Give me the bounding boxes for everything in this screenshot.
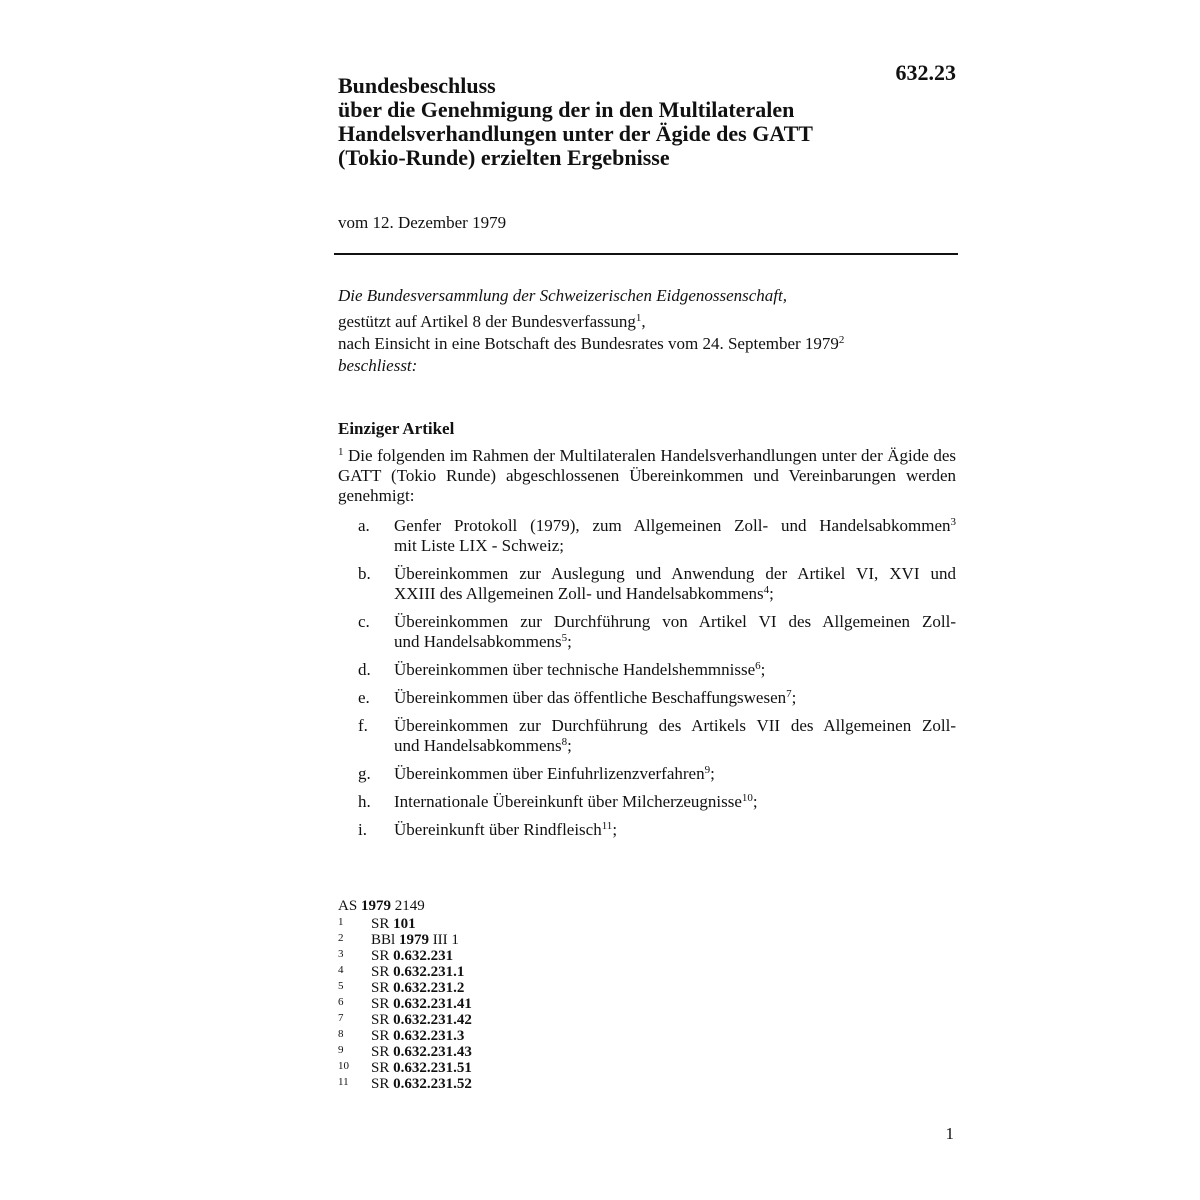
punctuation: ; xyxy=(769,584,774,603)
title-line: Bundesbeschluss xyxy=(338,73,496,98)
list-item-line-text: Übereinkunft über Rindfleisch xyxy=(394,820,602,839)
list-marker: i. xyxy=(358,820,367,839)
list-item xyxy=(338,660,956,680)
list-item-text xyxy=(394,792,956,812)
document-date: vom 12. Dezember 1979 xyxy=(338,213,507,232)
footnote-text xyxy=(371,932,459,948)
list-item-line-text: Genfer Protokoll (1979), zum Allgemeinen Zoll- und Handelsabkommen xyxy=(394,516,951,535)
title-line: Handelsverhandlungen unter der Ägide des GATT xyxy=(338,121,813,146)
list-item xyxy=(338,516,956,556)
list-item-line-text: Übereinkommen über das öffentliche Beschaffungswesen xyxy=(394,688,787,707)
document-title xyxy=(338,74,898,170)
article-heading: Einziger Artikel xyxy=(338,419,455,438)
footnote-list xyxy=(338,916,472,1092)
footnote-prefix: SR xyxy=(371,1028,390,1044)
footnote-prefix: SR xyxy=(371,948,390,964)
list-item-text xyxy=(394,820,956,840)
preamble xyxy=(338,285,958,377)
punctuation: ; xyxy=(567,736,572,755)
footnote-ref-number[interactable]: 0.632.231 xyxy=(393,948,454,964)
footnote-text xyxy=(371,948,453,964)
list-item xyxy=(338,612,956,652)
list-marker: a. xyxy=(358,516,370,535)
paragraph-number: 1 xyxy=(338,446,344,458)
footnote xyxy=(338,1012,472,1028)
list-item-line xyxy=(394,564,956,584)
title-line: (Tokio-Runde) erzielten Ergebnisse xyxy=(338,145,670,170)
list-item-text xyxy=(394,612,956,652)
footnote-ref-number[interactable]: 0.632.231.52 xyxy=(393,1076,472,1092)
footnote-ref[interactable]: 9 xyxy=(704,764,711,776)
footnote-prefix: SR xyxy=(371,1060,390,1076)
footnote-ref-number[interactable]: 101 xyxy=(393,916,416,932)
footnote-ref-number[interactable]: 0.632.231.41 xyxy=(393,996,472,1012)
punctuation: , xyxy=(641,312,646,331)
footnote-text xyxy=(371,916,416,932)
preamble-message xyxy=(338,333,958,355)
list-item-text xyxy=(394,764,956,784)
footnote xyxy=(338,1076,472,1092)
footnote xyxy=(338,980,472,996)
footnote xyxy=(338,932,472,948)
list-item xyxy=(338,564,956,604)
footnote-ref[interactable]: 2 xyxy=(838,334,845,346)
list-item-line-text: Übereinkommen zur Durchführung von Artikel VI des Allgemeinen Zoll- xyxy=(394,612,956,631)
list-marker: h. xyxy=(358,792,371,811)
list-item-line xyxy=(394,736,956,756)
list-item-text xyxy=(394,516,956,556)
footnote-ref-number[interactable]: 1979 xyxy=(398,932,429,948)
footnote-ref[interactable]: 8 xyxy=(561,736,568,748)
footnote-ref[interactable]: 1 xyxy=(635,312,642,324)
preamble-assembly: Die Bundesversammlung der Schweizerischen Eidgenossenschaft, xyxy=(338,286,787,305)
list-item-line xyxy=(394,792,956,812)
agreement-list xyxy=(338,516,956,848)
as-year: 1979 xyxy=(360,898,391,914)
list-item-line-text: Übereinkommen zur Auslegung und Anwendung der Artikel VI, XVI und xyxy=(394,564,956,583)
list-item-line xyxy=(394,764,956,784)
list-marker: g. xyxy=(358,764,371,783)
list-item-line-text: Übereinkommen über Einfuhrlizenzverfahren xyxy=(394,764,705,783)
footnote-ref-number[interactable]: 0.632.231.42 xyxy=(393,1012,472,1028)
punctuation: ; xyxy=(710,764,715,783)
list-item-line-text: Übereinkommen über technische Handelshemmnisse xyxy=(394,660,756,679)
list-item-line xyxy=(394,516,956,536)
footnote-prefix: SR xyxy=(371,916,390,932)
footnote-text xyxy=(371,1012,472,1028)
footnote-text xyxy=(371,964,464,980)
footnotes xyxy=(338,898,472,1092)
footnote-number: 6 xyxy=(338,996,344,1008)
footnote-prefix: SR xyxy=(371,964,390,980)
footnote-text xyxy=(371,1028,464,1044)
list-item-line-text: XXIII des Allgemeinen Zoll- und Handelsabkommens xyxy=(394,584,764,603)
footnote-prefix: BBl xyxy=(371,932,396,948)
page-number: 1 xyxy=(945,1124,954,1143)
punctuation: ; xyxy=(567,632,572,651)
list-item-line xyxy=(394,584,956,604)
footnote-ref-number[interactable]: 0.632.231.51 xyxy=(393,1060,472,1076)
list-marker: e. xyxy=(358,688,370,707)
list-item-line xyxy=(394,612,956,632)
footnote-text xyxy=(371,980,464,996)
footnote-ref-number[interactable]: 0.632.231.1 xyxy=(393,964,465,980)
footnote xyxy=(338,964,472,980)
footnote-number: 8 xyxy=(338,1028,344,1040)
footnote-ref[interactable]: 3 xyxy=(950,516,956,528)
list-item xyxy=(338,792,956,812)
footnote-text xyxy=(371,1044,472,1060)
punctuation: ; xyxy=(612,820,618,839)
footnote-ref-number[interactable]: 0.632.231.43 xyxy=(393,1044,472,1060)
footnote-prefix: SR xyxy=(371,1012,390,1028)
article-intro xyxy=(338,446,956,506)
list-marker: f. xyxy=(358,716,368,735)
footnote-prefix: SR xyxy=(371,1076,390,1092)
footnote-number: 11 xyxy=(338,1076,349,1088)
footnote-number: 5 xyxy=(338,980,344,992)
sr-number: 632.23 xyxy=(895,60,956,85)
footnote-ref[interactable]: 6 xyxy=(755,660,761,672)
preamble-basis xyxy=(338,311,958,333)
footnote-ref[interactable]: 7 xyxy=(786,688,792,700)
footnote-ref[interactable]: 4 xyxy=(763,584,770,596)
footnote-text xyxy=(371,1076,472,1092)
footnote-text xyxy=(371,1060,472,1076)
list-item-line-text: und Handelsabkommens xyxy=(394,736,562,755)
list-marker: c. xyxy=(358,612,370,631)
list-item-line xyxy=(394,820,956,840)
list-item-line xyxy=(394,688,956,708)
list-item-text xyxy=(394,688,956,708)
list-item xyxy=(338,688,956,708)
header-divider xyxy=(334,253,958,255)
footnote-number: 2 xyxy=(338,932,344,944)
footnote xyxy=(338,996,472,1012)
footnote-prefix: SR xyxy=(371,980,390,996)
preamble-message-text: nach Einsicht in eine Botschaft des Bundesrates vom 24. September 1979 xyxy=(338,334,839,353)
list-item-line-text: und Handelsabkommens xyxy=(394,632,562,651)
title-line: über die Genehmigung der in den Multilateralen xyxy=(338,97,795,122)
footnote xyxy=(338,916,472,932)
footnote-prefix: SR xyxy=(371,996,390,1012)
list-item xyxy=(338,716,956,756)
article-intro-text: Die folgenden im Rahmen der Multilateralen Handelsverhandlungen unter der Ägide des GATT (Tokio Runde) abgeschlossenen Übereinkommen und Vereinbarungen werden genehmigt: xyxy=(338,446,956,505)
footnote-number: 10 xyxy=(338,1060,349,1072)
list-item-line xyxy=(394,632,956,652)
list-item-line-text: Übereinkommen zur Durchführung des Artikels VII des Allgemeinen Zoll- xyxy=(394,716,956,735)
footnote-ref-number[interactable]: 0.632.231.3 xyxy=(393,1028,465,1044)
footnote xyxy=(338,1060,472,1076)
footnote-number: 4 xyxy=(338,964,344,976)
list-item-line-text: mit Liste LIX - Schweiz; xyxy=(394,536,564,555)
footnote-number: 7 xyxy=(338,1012,344,1024)
footnote-ref[interactable]: 11 xyxy=(601,820,613,832)
footnote-text xyxy=(371,996,472,1012)
as-prefix: AS xyxy=(338,898,358,914)
footnote-number: 3 xyxy=(338,948,344,960)
punctuation: ; xyxy=(791,688,797,707)
preamble-basis-text: gestützt auf Artikel 8 der Bundesverfassung xyxy=(338,312,636,331)
footnote-ref-number[interactable]: 0.632.231.2 xyxy=(393,980,465,996)
footnote-suffix: III 1 xyxy=(432,932,459,948)
list-item-text xyxy=(394,564,956,604)
list-item-line xyxy=(394,536,956,556)
footnote xyxy=(338,1044,472,1060)
official-collection-ref xyxy=(338,898,472,914)
list-item-line-text: Internationale Übereinkunft über Milcherzeugnisse xyxy=(394,792,742,811)
list-marker: d. xyxy=(358,660,371,679)
list-item xyxy=(338,820,956,840)
footnote-number: 9 xyxy=(338,1044,344,1056)
punctuation: ; xyxy=(760,660,766,679)
list-item xyxy=(338,764,956,784)
list-item-line xyxy=(394,660,956,680)
preamble-decides: beschliesst: xyxy=(338,356,418,375)
as-page: 2149 xyxy=(394,898,425,914)
list-item-text xyxy=(394,716,956,756)
footnote-ref[interactable]: 5 xyxy=(561,632,568,644)
footnote-prefix: SR xyxy=(371,1044,390,1060)
list-marker: b. xyxy=(358,564,371,583)
footnote-ref[interactable]: 10 xyxy=(741,792,753,804)
list-item-line xyxy=(394,716,956,736)
footnote xyxy=(338,948,472,964)
list-item-text xyxy=(394,660,956,680)
footnote-number: 1 xyxy=(338,916,344,928)
footnote xyxy=(338,1028,472,1044)
punctuation: ; xyxy=(752,792,758,811)
